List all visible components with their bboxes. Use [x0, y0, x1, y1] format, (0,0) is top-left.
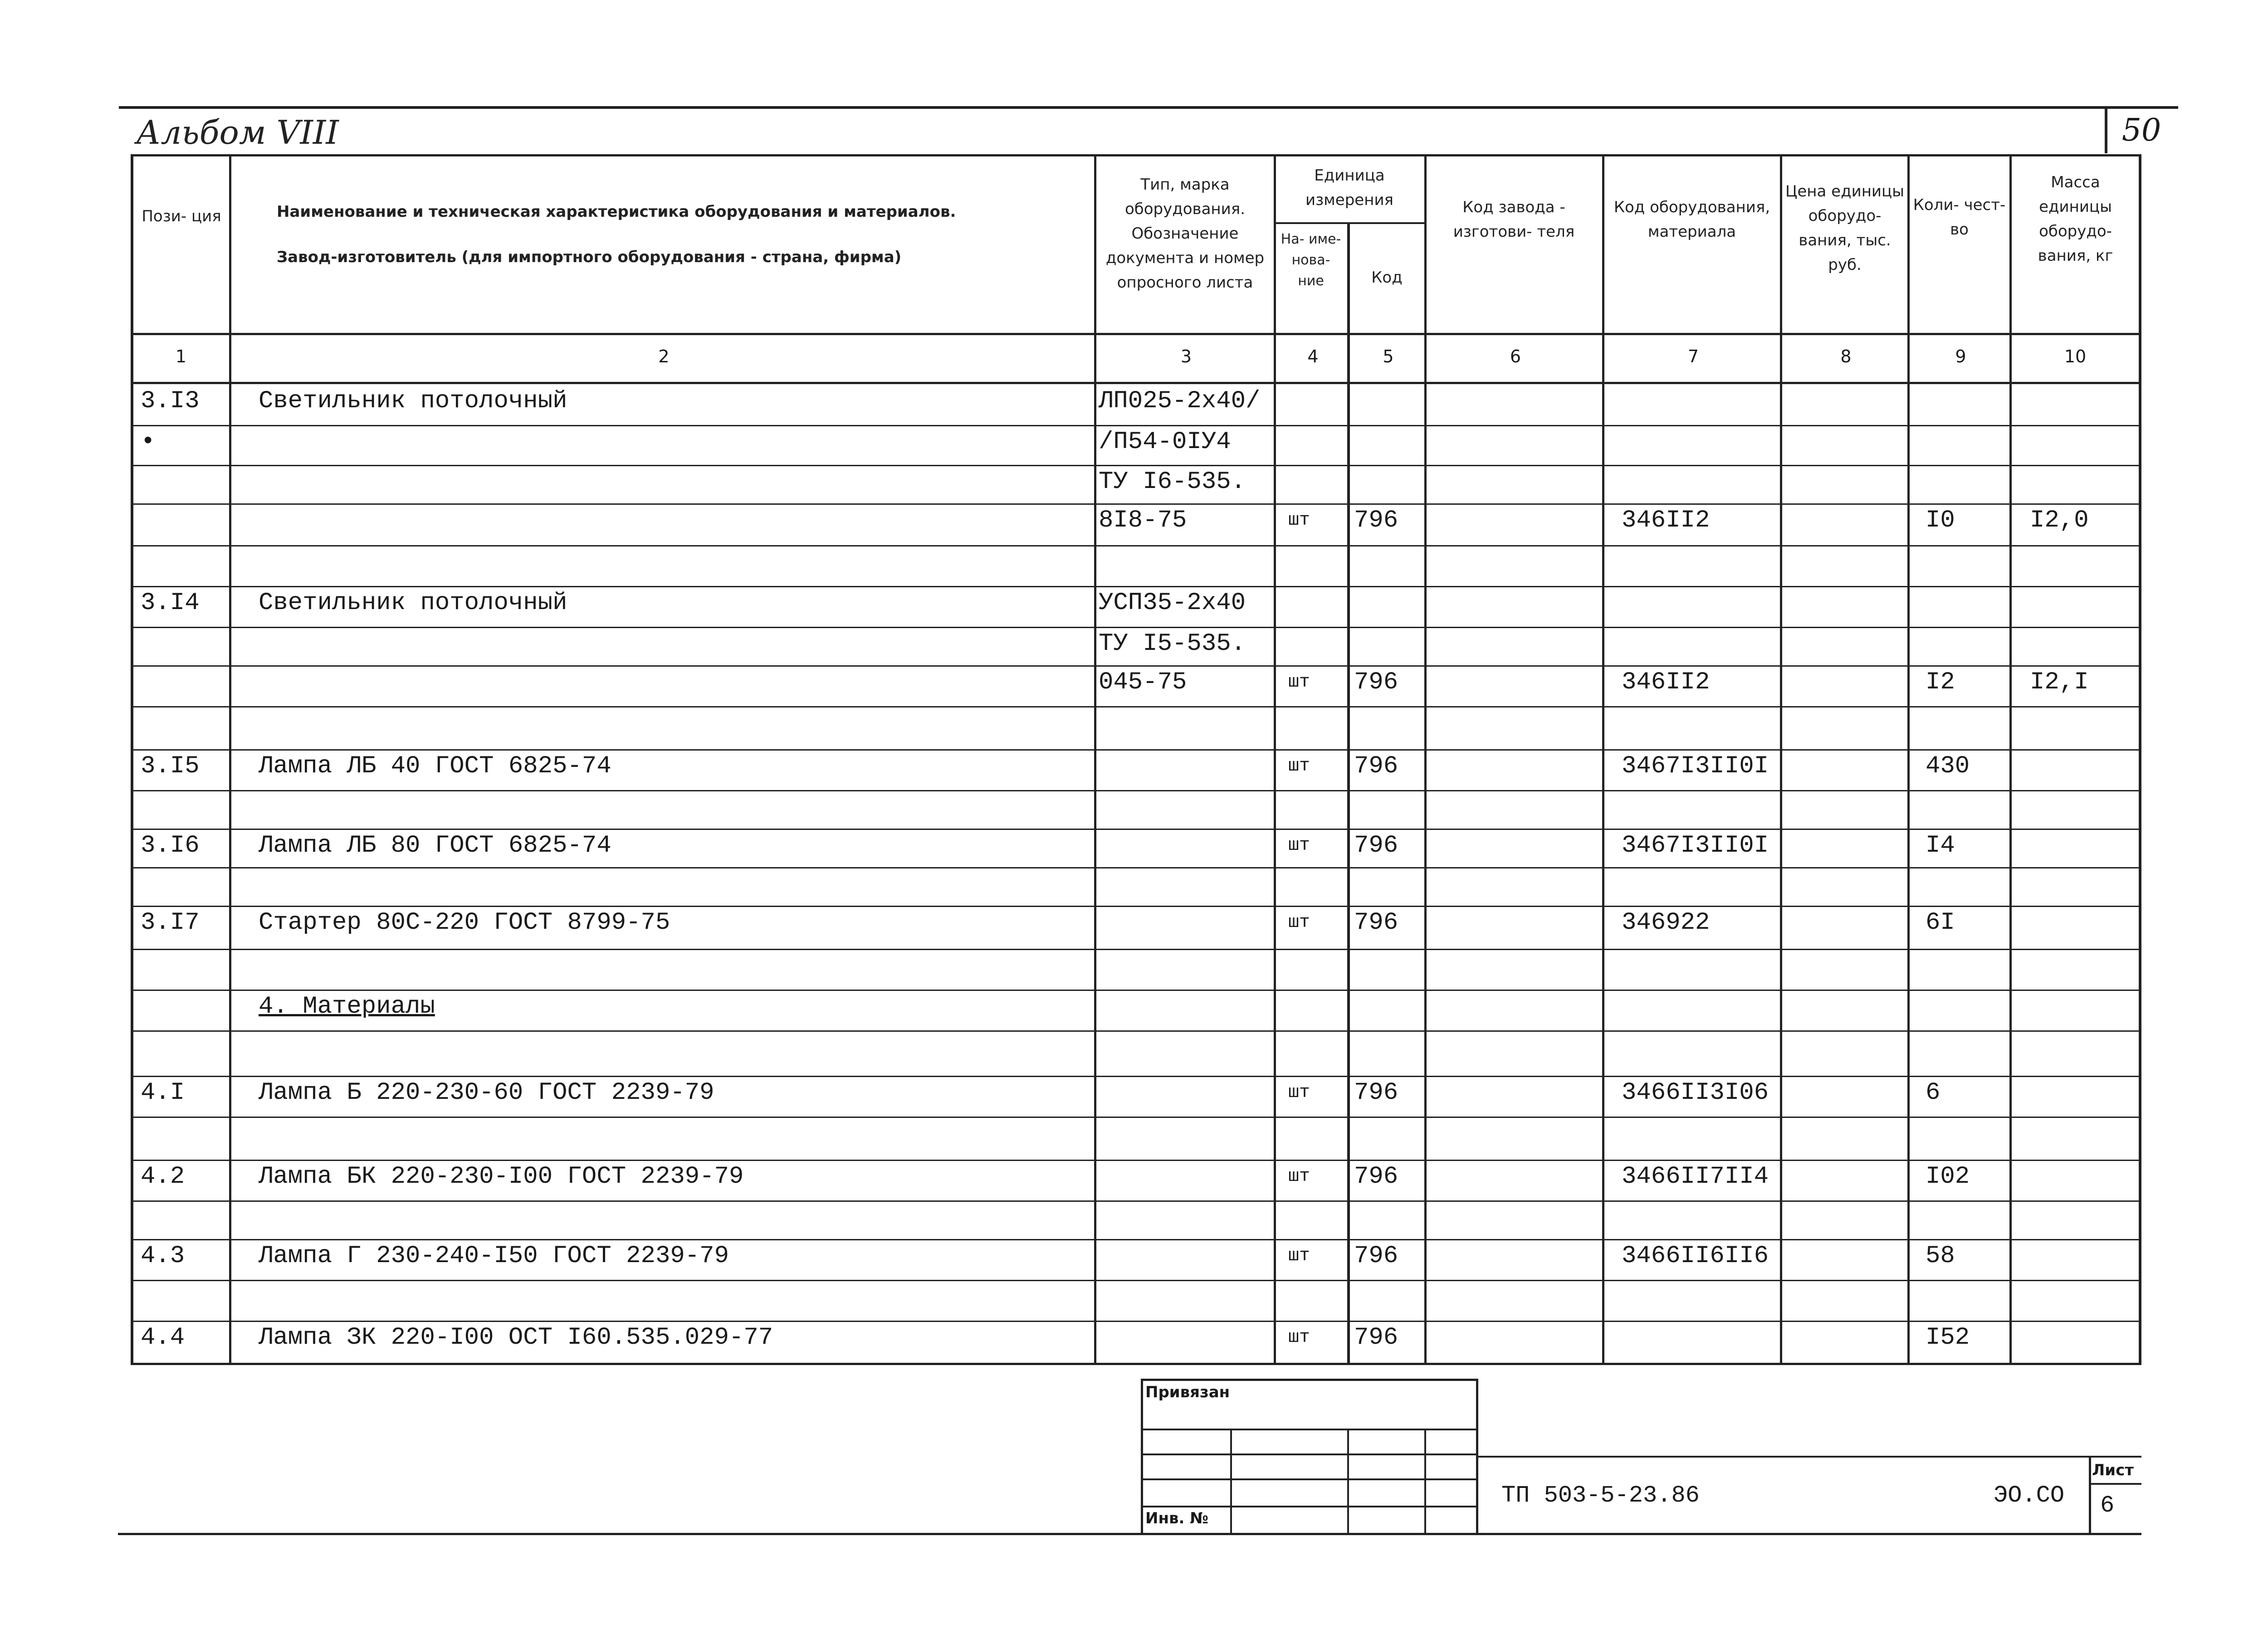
- row-equipment-code: 346II2: [1622, 668, 1710, 696]
- row-position: 4.I: [141, 1079, 185, 1107]
- row-divider: [131, 1117, 2141, 1118]
- row-name: Лампа Г 230-240-I50 ГОСТ 2239-79: [259, 1242, 729, 1270]
- row-type: ТУ I6-535.: [1099, 468, 1246, 496]
- header-factory-code: Код завода - изготови- теля: [1453, 198, 1575, 241]
- row-unit-code: 796: [1354, 909, 1398, 937]
- row-position: 3.I6: [141, 832, 200, 859]
- row-position: 4.3: [141, 1242, 185, 1270]
- row-unit-code: 796: [1354, 1242, 1398, 1270]
- stamp-bound-label: Привязан: [1145, 1383, 1230, 1401]
- row-quantity: I2: [1926, 668, 1955, 696]
- column-number: 6: [1510, 346, 1521, 366]
- stamp-inv-label: Инв. №: [1145, 1509, 1209, 1527]
- row-type: УСП35-2х40: [1099, 589, 1246, 617]
- row-unit: шт: [1288, 756, 1310, 776]
- row-name: Светильник потолочный: [259, 387, 567, 415]
- column-number: 10: [2064, 346, 2087, 366]
- row-unit: шт: [1288, 1246, 1310, 1266]
- row-name: Светильник потолочный: [259, 589, 567, 617]
- column-number: 9: [1955, 346, 1966, 366]
- row-equipment-code: 3467I3II0I: [1622, 832, 1769, 859]
- row-mass: I2,I: [2030, 668, 2089, 696]
- row-unit-code: 796: [1354, 507, 1398, 534]
- row-divider: [131, 545, 2141, 546]
- frame-top-line: [119, 106, 2178, 109]
- header-unit-name: На- име- нова- ние: [1281, 231, 1341, 289]
- header-mass: Масса единицы оборудо- вания, кг: [2038, 173, 2113, 265]
- row-divider: [131, 867, 2141, 868]
- row-type: 8I8-75: [1099, 507, 1187, 534]
- row-divider: [131, 1321, 2141, 1322]
- row-quantity: I0: [1926, 507, 1955, 534]
- column-number: 5: [1383, 346, 1394, 366]
- row-unit: шт: [1288, 1083, 1310, 1103]
- header-name-line2: Завод-изготовитель (для импортного оборудования - страна, фирма): [277, 248, 902, 266]
- row-type: ТУ I5-535.: [1099, 630, 1246, 658]
- row-unit: шт: [1288, 835, 1310, 856]
- row-divider: [131, 665, 2141, 667]
- row-name: Лампа БК 220-230-I00 ГОСТ 2239-79: [259, 1163, 744, 1190]
- row-equipment-code: 3466II6II6: [1622, 1242, 1769, 1270]
- row-divider: [131, 503, 2141, 505]
- row-divider: [131, 790, 2141, 791]
- row-position: •: [141, 428, 156, 456]
- row-divider: [131, 749, 2141, 751]
- row-unit: шт: [1288, 672, 1310, 693]
- row-divider: [131, 1076, 2141, 1077]
- row-type: ЛП025-2х40/: [1099, 387, 1261, 415]
- column-number: 4: [1307, 346, 1319, 366]
- row-position: 3.I5: [141, 752, 200, 780]
- row-equipment-code: 346922: [1622, 909, 1710, 937]
- row-type: 045-75: [1099, 668, 1187, 696]
- row-equipment-code: 346II2: [1622, 507, 1710, 534]
- row-unit-code: 796: [1354, 1324, 1398, 1351]
- row-name: Лампа ЗК 220-I00 ОСТ I60.535.029-77: [259, 1324, 773, 1351]
- row-type: /П54-0IУ4: [1099, 428, 1231, 456]
- header-unit-group: Единица измерения: [1305, 166, 1394, 209]
- row-divider: [131, 586, 2141, 587]
- row-unit: шт: [1288, 1166, 1310, 1187]
- row-quantity: 430: [1926, 752, 1970, 780]
- row-divider: [131, 706, 2141, 707]
- header-price: Цена единицы оборудо- вания, тыс. руб.: [1785, 182, 1905, 274]
- row-unit-code: 796: [1354, 1163, 1398, 1190]
- row-name: 4. Материалы: [259, 993, 435, 1020]
- row-unit: шт: [1288, 912, 1310, 933]
- row-position: 3.I3: [141, 387, 200, 415]
- row-position: 4.2: [141, 1163, 185, 1190]
- stamp-section: ЭО.СО: [1994, 1482, 2065, 1509]
- row-quantity: I4: [1926, 832, 1955, 859]
- row-divider: [131, 1280, 2141, 1281]
- row-unit: шт: [1288, 1327, 1310, 1348]
- header-equipment-code: Код оборудования, материала: [1613, 198, 1770, 241]
- row-divider: [131, 425, 2141, 426]
- album-title: Альбом VIII: [136, 113, 339, 151]
- header-pos: Пози- ция: [142, 207, 221, 225]
- stamp-doc-code: ТП 503-5-23.86: [1501, 1482, 1700, 1509]
- row-divider: [131, 1239, 2141, 1240]
- row-divider: [131, 949, 2141, 950]
- row-name: Лампа ЛБ 40 ГОСТ 6825-74: [259, 752, 611, 780]
- row-divider: [131, 1160, 2141, 1161]
- row-divider: [131, 465, 2141, 466]
- row-quantity: 6: [1926, 1079, 1941, 1107]
- column-number: 2: [658, 346, 670, 366]
- row-name: Стартер 80С-220 ГОСТ 8799-75: [259, 909, 670, 937]
- header-name-line1: Наименование и техническая характеристика оборудования и материалов.: [277, 203, 956, 221]
- column-number: 8: [1840, 346, 1852, 366]
- row-unit-code: 796: [1354, 1079, 1398, 1107]
- header-qty: Коли- чест- во: [1913, 196, 2006, 239]
- row-position: 3.I4: [141, 589, 200, 617]
- row-divider: [131, 1200, 2141, 1202]
- row-divider: [131, 1030, 2141, 1032]
- row-unit-code: 796: [1354, 752, 1398, 780]
- stamp-sheet-label: Лист: [2092, 1461, 2134, 1479]
- row-position: 3.I7: [141, 909, 200, 937]
- row-divider: [131, 829, 2141, 830]
- row-name: Лампа ЛБ 80 ГОСТ 6825-74: [259, 832, 611, 859]
- row-divider: [131, 990, 2141, 991]
- header-type: Тип, марка оборудования. Обозначение документа и номер опросного листа: [1105, 176, 1265, 292]
- page-number: 50: [2105, 108, 2175, 153]
- row-divider: [131, 906, 2141, 907]
- row-quantity: I02: [1926, 1163, 1970, 1190]
- row-quantity: 6I: [1926, 909, 1955, 937]
- row-mass: I2,0: [2030, 507, 2089, 534]
- row-position: 4.4: [141, 1324, 185, 1351]
- row-quantity: I52: [1926, 1324, 1970, 1351]
- row-unit-code: 796: [1354, 668, 1398, 696]
- row-equipment-code: 3467I3II0I: [1622, 752, 1769, 780]
- row-equipment-code: 3466II3I06: [1622, 1079, 1769, 1107]
- row-divider: [131, 627, 2141, 628]
- row-name: Лампа Б 220-230-60 ГОСТ 2239-79: [259, 1079, 714, 1107]
- row-equipment-code: 3466II7II4: [1622, 1163, 1769, 1190]
- header-unit-code: Код: [1371, 268, 1403, 287]
- row-quantity: 58: [1926, 1242, 1955, 1270]
- column-number: 1: [175, 346, 187, 366]
- column-number: 3: [1180, 346, 1192, 366]
- stamp-sheet-number: 6: [2100, 1492, 2115, 1519]
- row-unit: шт: [1288, 510, 1310, 531]
- column-number: 7: [1687, 346, 1699, 366]
- row-unit-code: 796: [1354, 832, 1398, 859]
